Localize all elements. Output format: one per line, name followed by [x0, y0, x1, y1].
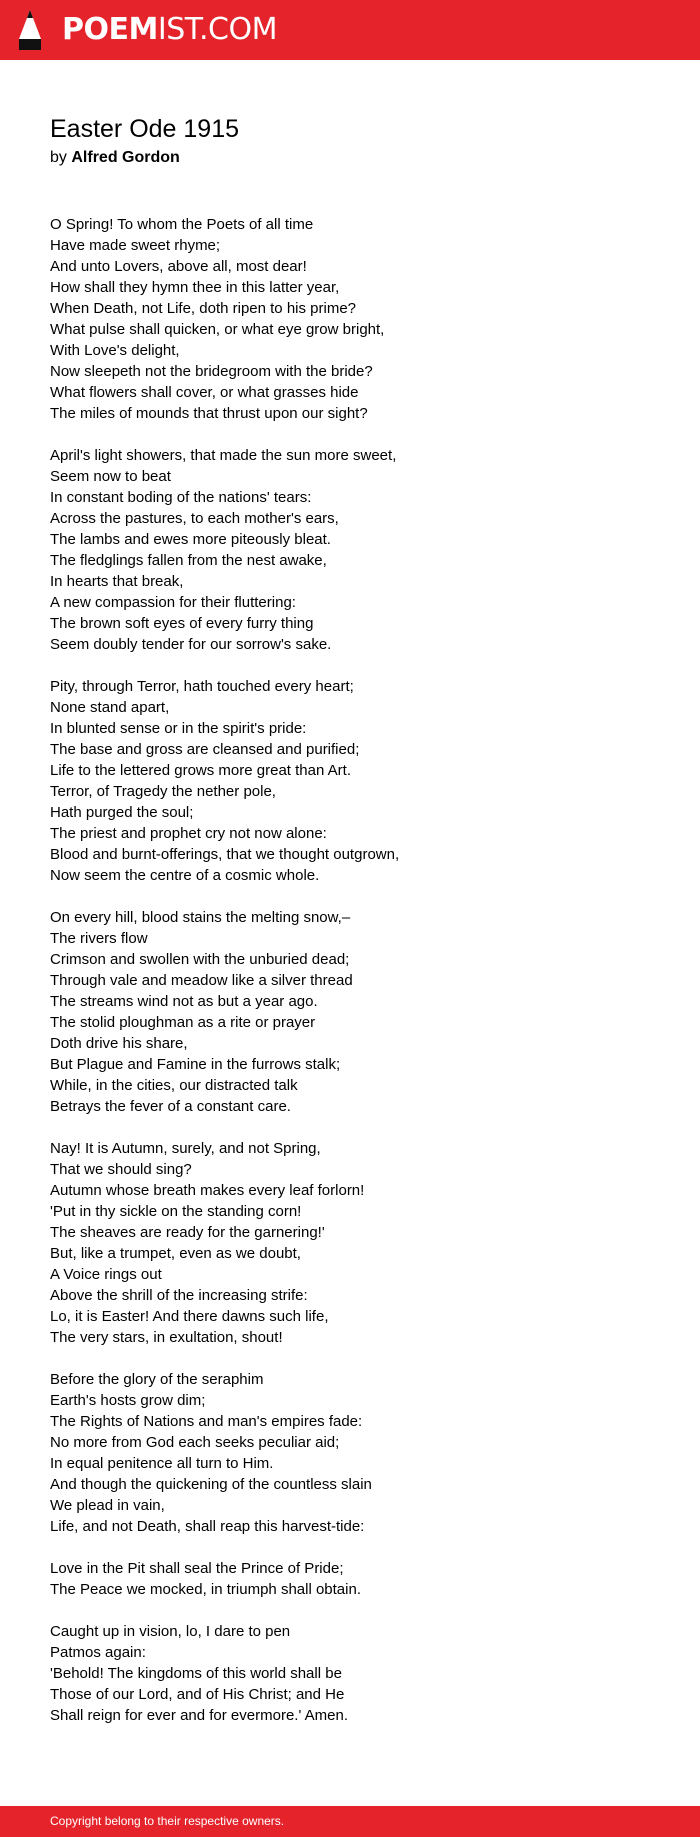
poem-line: Now seem the centre of a cosmic whole.	[50, 867, 320, 884]
poem-line: The Peace we mocked, in triumph shall obtain.	[50, 1581, 361, 1598]
poem-line: Before the glory of the seraphim	[50, 1371, 264, 1388]
poem-line: The fledglings fallen from the nest awake,	[50, 552, 327, 569]
poem-line: That we should sing?	[50, 1161, 192, 1178]
poem-line: A new compassion for their fluttering:	[50, 594, 296, 611]
poem-line: Through vale and meadow like a silver thread	[50, 972, 353, 989]
poem-line: On every hill, blood stains the melting snow,–	[50, 909, 351, 926]
poem-line: Those of our Lord, and of His Christ; and He	[50, 1686, 345, 1703]
poem-line: With Love's delight,	[50, 342, 180, 359]
poem-line: The rivers flow	[50, 930, 148, 947]
poem-line: The miles of mounds that thrust upon our sight?	[50, 405, 368, 422]
poem-line: A Voice rings out	[50, 1266, 162, 1283]
poem-line: What pulse shall quicken, or what eye grow bright,	[50, 321, 385, 338]
poem-stanza	[50, 445, 670, 655]
poem-line: And though the quickening of the countless slain	[50, 1476, 372, 1493]
site-logo-link[interactable]	[62, 8, 277, 52]
poem-line: Love in the Pit shall seal the Prince of Pride;	[50, 1560, 344, 1577]
poem-line: In equal penitence all turn to Him.	[50, 1455, 274, 1472]
poem-line: 'Put in thy sickle on the standing corn!	[50, 1203, 302, 1220]
poem-line: But Plague and Famine in the furrows stalk;	[50, 1056, 341, 1073]
poem-line: Crimson and swollen with the unburied dead;	[50, 951, 350, 968]
poem-line: Across the pastures, to each mother's ears,	[50, 510, 339, 527]
poem-line: Pity, through Terror, hath touched every heart;	[50, 678, 354, 695]
poem-line: Nay! It is Autumn, surely, and not Spring,	[50, 1140, 321, 1157]
poem-stanza	[50, 676, 670, 886]
poem-line: The sheaves are ready for the garnering!'	[50, 1224, 325, 1241]
poem-line: The stolid ploughman as a rite or prayer	[50, 1014, 316, 1031]
poem-line: Terror, of Tragedy the nether pole,	[50, 783, 276, 800]
poem-line: The lambs and ewes more piteously bleat.	[50, 531, 331, 548]
poem-line: Blood and burnt-offerings, that we thought outgrown,	[50, 846, 400, 863]
poem-line: Earth's hosts grow dim;	[50, 1392, 206, 1409]
poem-line: No more from God each seeks peculiar aid;	[50, 1434, 340, 1451]
poem-line: What flowers shall cover, or what grasses hide	[50, 384, 359, 401]
poem-line: The Rights of Nations and man's empires fade:	[50, 1413, 363, 1430]
poem-line: Caught up in vision, lo, I dare to pen	[50, 1623, 291, 1640]
poem-line: April's light showers, that made the sun more sweet,	[50, 447, 397, 464]
poem-line: While, in the cities, our distracted talk	[50, 1077, 298, 1094]
poem-line: Shall reign for ever and for evermore.' Amen.	[50, 1707, 349, 1724]
poem-line: When Death, not Life, doth ripen to his prime?	[50, 300, 357, 317]
poem-line: And unto Lovers, above all, most dear!	[50, 258, 307, 275]
poem-line: Above the shrill of the increasing strife:	[50, 1287, 308, 1304]
poem-author: Alfred Gordon	[71, 149, 180, 166]
poem-line: But, like a trumpet, even as we doubt,	[50, 1245, 301, 1262]
poem-line: Life, and not Death, shall reap this harvest-tide:	[50, 1518, 365, 1535]
poem-line: In constant boding of the nations' tears:	[50, 489, 312, 506]
poem-line: We plead in vain,	[50, 1497, 165, 1514]
poem-line: O Spring! To whom the Poets of all time	[50, 216, 314, 233]
poem-stanza	[50, 1138, 670, 1348]
poem-line: None stand apart,	[50, 699, 170, 716]
poem-line: 'Behold! The kingdoms of this world shall be	[50, 1665, 342, 1682]
poem-line: Hath purged the soul;	[50, 804, 194, 821]
poem-line: Autumn whose breath makes every leaf forlorn!	[50, 1182, 365, 1199]
poem-line: Life to the lettered grows more great than Art.	[50, 762, 351, 779]
poem-article	[50, 112, 670, 1747]
poem-line: Have made sweet rhyme;	[50, 237, 221, 254]
poem-stanza	[50, 907, 670, 1117]
site-footer	[0, 1806, 700, 1837]
logo-brand-light: IST.COM	[157, 12, 277, 47]
pencil-tip-icon[interactable]	[18, 9, 42, 51]
poem-line: How shall they hymn thee in this latter year,	[50, 279, 340, 296]
poem-line: Doth drive his share,	[50, 1035, 188, 1052]
poem-line: The streams wind not as but a year ago.	[50, 993, 318, 1010]
poem-line: The priest and prophet cry not now alone:	[50, 825, 327, 842]
poem-line: Patmos again:	[50, 1644, 146, 1661]
copyright-notice: Copyright belong to their respective owners.	[50, 1814, 285, 1828]
poem-line: The brown soft eyes of every furry thing	[50, 615, 314, 632]
poem-byline	[50, 146, 670, 170]
poem-body	[50, 214, 670, 1726]
poem-stanza	[50, 1369, 670, 1537]
logo-brand-bold: POEM	[62, 12, 158, 47]
poem-title: Easter Ode 1915	[50, 115, 240, 143]
poem-line: Betrays the fever of a constant care.	[50, 1098, 291, 1115]
poem-line: The very stars, in exultation, shout!	[50, 1329, 283, 1346]
poem-line: Now sleepeth not the bridegroom with the bride?	[50, 363, 373, 380]
poem-stanza	[50, 1558, 670, 1600]
poem-stanza	[50, 214, 670, 424]
poem-line: In hearts that break,	[50, 573, 184, 590]
by-label: by	[50, 149, 67, 166]
poem-line: In blunted sense or in the spirit's pride:	[50, 720, 307, 737]
poem-line: Seem now to beat	[50, 468, 171, 485]
poem-line: Seem doubly tender for our sorrow's sake.	[50, 636, 332, 653]
site-header	[0, 0, 700, 60]
poem-stanza	[50, 1621, 670, 1726]
poem-line: Lo, it is Easter! And there dawns such life,	[50, 1308, 329, 1325]
poem-line: The base and gross are cleansed and purified;	[50, 741, 360, 758]
